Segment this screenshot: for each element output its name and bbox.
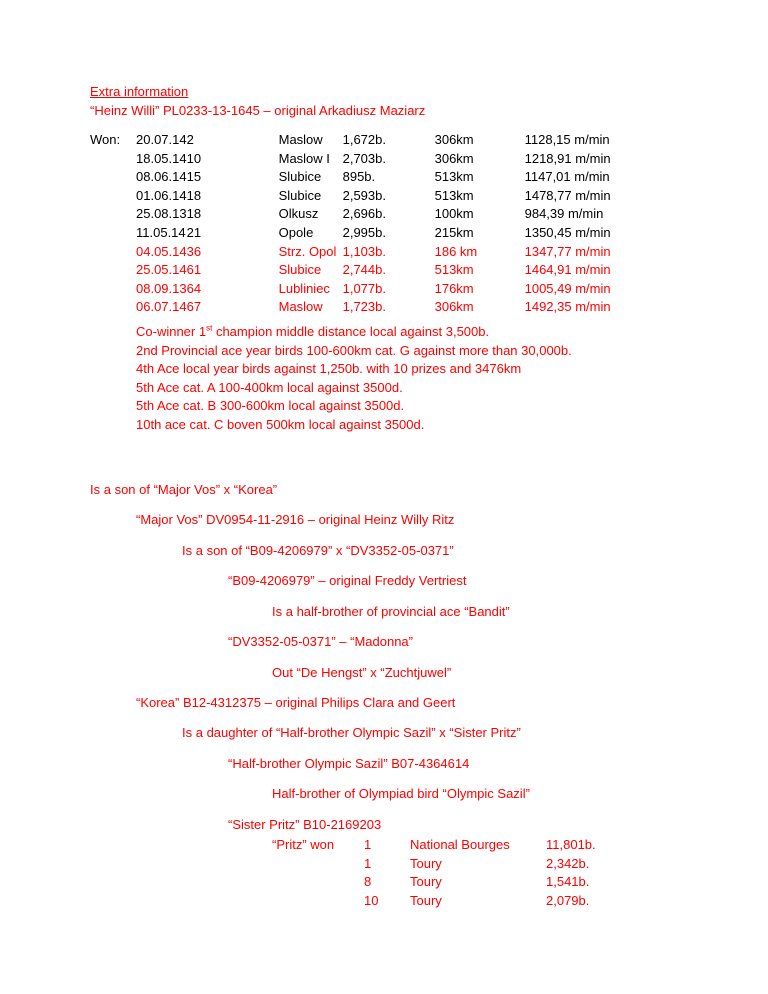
achievement-line: 5th Ace cat. A 100-400km local against 3500d. <box>136 380 403 395</box>
cell-birds: 2,696b. <box>342 206 386 222</box>
cell-distance: 306km <box>434 132 474 147</box>
won-label <box>90 188 136 207</box>
cell-race: Toury <box>410 892 442 908</box>
pedigree-parents: Is a son of “Major Vos” x “Korea” <box>90 482 278 497</box>
cell-date: 25.08.13 <box>136 206 187 222</box>
cell-speed: 1218,91 m/min <box>524 150 611 166</box>
cell-place: 36 <box>186 243 202 259</box>
pedigree-grandsire: “B09-4206979” – original Freddy Vertriest <box>228 573 467 588</box>
cell-date: 11.05.14 <box>136 224 186 240</box>
achievement-line: 4th Ace local year birds against 1,250b. with 10 prizes and 3476km <box>136 361 522 376</box>
cell-location: Slubice <box>278 169 322 185</box>
section-title: Extra information <box>90 84 189 99</box>
pedigree-note: Is a half-brother of provincial ace “Bandit” <box>272 604 510 619</box>
cell-speed: 1350,45 m/min <box>524 224 611 240</box>
cell-distance: 100km <box>434 206 474 222</box>
pedigree-dam-parents: Is a daughter of “Half-brother Olympic Sazil” x “Sister Pritz” <box>182 725 521 740</box>
table-row <box>90 206 635 225</box>
table-row <box>90 225 635 244</box>
achievement-line: 2nd Provincial ace year birds 100-600km cat. G against more than 30,000b. <box>136 343 572 358</box>
cell-distance: 513km <box>434 169 474 185</box>
table-row <box>90 299 635 318</box>
cell-place: 10 <box>364 892 379 908</box>
cell-distance: 513km <box>434 187 474 203</box>
cell-birds: 1,103b. <box>342 243 386 259</box>
table-row <box>272 874 636 893</box>
cell-distance: 176km <box>434 280 474 296</box>
cell-place: 61 <box>186 262 202 278</box>
cell-speed: 1492,35 m/min <box>524 299 611 315</box>
cell-birds: 2,342b. <box>546 855 590 871</box>
cell-place: 1 <box>364 855 372 871</box>
achievement-line: 5th Ace cat. B 300-600km local against 3500d. <box>136 398 405 413</box>
table-row <box>90 169 635 188</box>
pritz-results-table <box>272 837 636 911</box>
cell-location: Slubice <box>278 262 322 278</box>
won-label <box>90 262 136 281</box>
cell-birds: 1,541b. <box>546 874 590 890</box>
won-label <box>90 169 136 188</box>
won-results-table <box>90 132 635 318</box>
table-row <box>90 151 635 170</box>
cell-birds: 1,672b. <box>342 132 386 147</box>
table-row <box>90 188 635 207</box>
table-row <box>90 281 635 300</box>
cell-place: 8 <box>364 874 372 890</box>
cell-distance: 306km <box>434 150 474 166</box>
cell-date: 06.07.14 <box>136 299 187 315</box>
cell-birds: 2,744b. <box>342 262 386 278</box>
table-row <box>272 856 636 875</box>
won-label <box>90 225 136 244</box>
cell-race: Toury <box>410 874 442 890</box>
cell-date: 18.05.14 <box>136 150 187 166</box>
cell-distance: 513km <box>434 262 474 278</box>
cell-date: 08.09.13 <box>136 280 187 296</box>
pritz-label <box>272 893 364 912</box>
cell-distance: 215km <box>434 224 474 240</box>
achievement-line: Co-winner 1st champion middle distance local against 3,500b. <box>136 323 490 339</box>
cell-speed: 1005,49 m/min <box>524 280 611 296</box>
cell-birds: 11,801b. <box>546 837 596 852</box>
cell-birds: 2,079b. <box>546 892 590 908</box>
cell-speed: 1128,15 m/min <box>524 132 610 147</box>
cell-birds: 1,723b. <box>342 299 386 315</box>
cell-speed: 1478,77 m/min <box>524 187 611 203</box>
cell-birds: 2,995b. <box>342 224 386 240</box>
cell-location: Maslow <box>278 132 323 147</box>
cell-place: 18 <box>186 187 202 203</box>
cell-race: National Bourges <box>410 837 510 852</box>
cell-place: 2 <box>186 132 194 147</box>
table-row <box>272 893 636 912</box>
cell-distance: 186 km <box>434 243 478 259</box>
won-label <box>90 206 136 225</box>
cell-distance: 306km <box>434 299 474 315</box>
won-label <box>90 281 136 300</box>
cell-place: 21 <box>186 224 202 240</box>
cell-date: 08.06.14 <box>136 169 187 185</box>
cell-speed: 1347,77 m/min <box>524 243 611 259</box>
bird-identity: “Heinz Willi” PL0233-13-1645 – original Arkadiusz Maziarz <box>90 103 426 118</box>
cell-speed: 1464,91 m/min <box>524 262 611 278</box>
cell-location: Strz. Opol <box>278 243 337 259</box>
cell-location: Maslow <box>278 299 323 315</box>
pedigree-granddam: “Sister Pritz” B10-2169203 <box>228 817 382 832</box>
cell-race: Toury <box>410 855 442 871</box>
pedigree-sire: “Major Vos” DV0954-11-2916 – original Heinz Willy Ritz <box>136 512 455 527</box>
cell-speed: 984,39 m/min <box>524 206 604 222</box>
pedigree-note: Out “De Hengst” x “Zuchtjuwel” <box>272 665 452 680</box>
pedigree-dam: “Korea” B12-4312375 – original Philips Clara and Geert <box>136 695 456 710</box>
pritz-label <box>272 856 364 875</box>
achievement-line: 10th ace cat. C boven 500km local against 3500d. <box>136 417 425 432</box>
cell-date: 04.05.14 <box>136 243 187 259</box>
cell-place: 1 <box>364 837 372 852</box>
table-row <box>90 132 635 151</box>
cell-speed: 1147,01 m/min <box>524 169 610 185</box>
cell-place: 18 <box>186 206 202 222</box>
pedigree-note: Half-brother of Olympiad bird “Olympic Sazil” <box>272 786 530 801</box>
cell-birds: 895b. <box>342 169 376 185</box>
cell-date: 20.07.14 <box>136 132 187 147</box>
won-label: Won: <box>90 132 121 147</box>
cell-location: Slubice <box>278 187 322 203</box>
cell-location: Olkusz <box>278 206 319 222</box>
cell-place: 67 <box>186 299 202 315</box>
won-label <box>90 151 136 170</box>
cell-location: Opole <box>278 224 314 240</box>
table-row <box>90 262 635 281</box>
cell-place: 15 <box>186 169 202 185</box>
table-row <box>90 244 635 263</box>
pedigree-granddam: “DV3352-05-0371” – “Madonna” <box>228 634 413 649</box>
pritz-label: “Pritz” won <box>272 837 335 852</box>
cell-date: 25.05.14 <box>136 262 187 278</box>
cell-place: 10 <box>186 150 202 166</box>
cell-date: 01.06.14 <box>136 187 187 203</box>
cell-birds: 1,077b. <box>342 280 386 296</box>
pedigree-grandsire: “Half-brother Olympic Sazil” B07-4364614 <box>228 756 470 771</box>
table-row <box>272 837 636 856</box>
won-label <box>90 299 136 318</box>
cell-place: 64 <box>186 280 202 296</box>
cell-birds: 2,703b. <box>342 150 386 166</box>
pritz-label <box>272 874 364 893</box>
pedigree-sire-parents: Is a son of “B09-4206979” x “DV3352-05-0371” <box>182 543 454 558</box>
cell-location: Lubliniec <box>278 280 330 296</box>
cell-birds: 2,593b. <box>342 187 386 203</box>
cell-location: Maslow I <box>278 150 330 166</box>
won-label <box>90 244 136 263</box>
